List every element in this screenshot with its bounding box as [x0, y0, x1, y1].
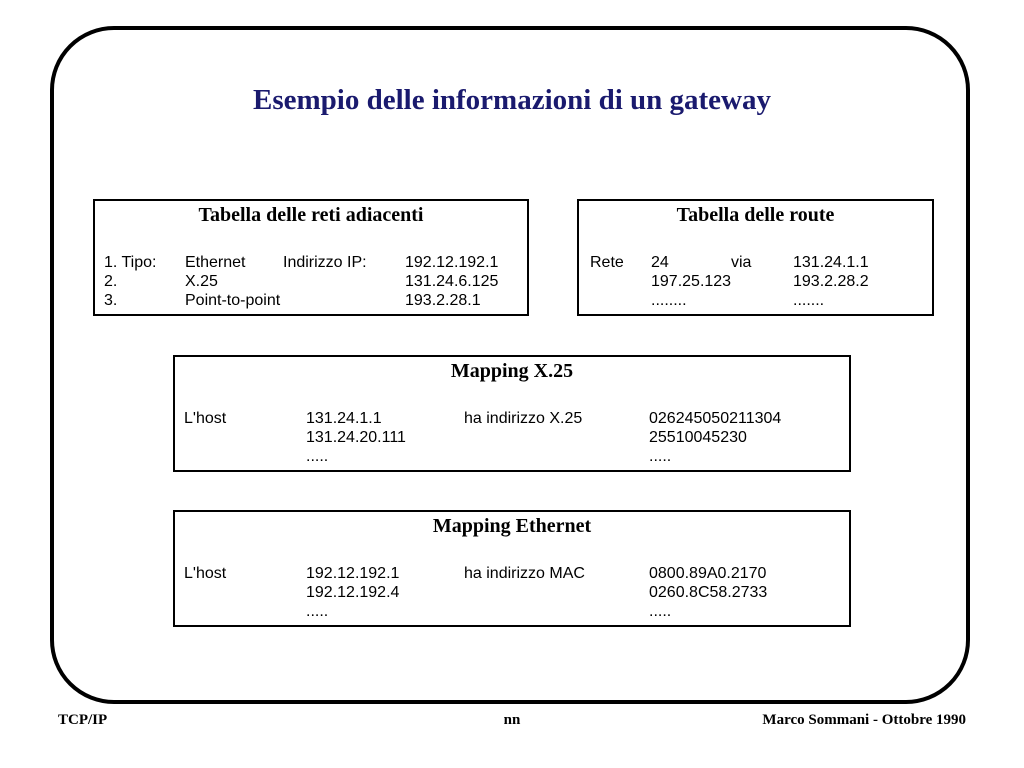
footer-left: TCP/IP	[58, 712, 108, 728]
network-type: Point-to-point	[185, 292, 281, 309]
network-type: Ethernet	[185, 254, 246, 271]
address-label: ha indirizzo MAC	[464, 565, 585, 582]
host-label: L'host	[184, 410, 227, 427]
x25-address: 25510045230	[649, 429, 747, 446]
host-ip: .....	[306, 448, 329, 465]
row-number: 1. Tipo:	[104, 254, 157, 271]
mac-address: .....	[649, 603, 672, 620]
network-type: X.25	[185, 273, 218, 290]
mapping-x25-table	[173, 355, 851, 472]
route-title: Tabella delle route	[676, 204, 835, 226]
host-ip: 131.24.1.1	[306, 410, 382, 427]
ip-address: 192.12.192.1	[405, 254, 499, 271]
route-gateway: 131.24.1.1	[793, 254, 869, 271]
host-ip: 192.12.192.4	[306, 584, 400, 601]
row-number: 2.	[104, 273, 118, 290]
mac-address: 0800.89A0.2170	[649, 565, 767, 582]
x25-address: .....	[649, 448, 672, 465]
host-ip: 131.24.20.111	[306, 429, 406, 446]
mapping-x25-title: Mapping X.25	[450, 360, 574, 382]
route-network: 24	[651, 254, 669, 271]
route-gateway: .......	[793, 292, 825, 309]
route-network: 197.25.123	[651, 273, 732, 290]
ip-address: 193.2.28.1	[405, 292, 481, 309]
slide-title: Esempio delle informazioni di un gateway	[253, 84, 771, 116]
row-number: 3.	[104, 292, 118, 309]
reti-adiacenti-table	[93, 199, 529, 316]
route-network: ........	[651, 292, 687, 309]
rete-label: Rete	[590, 254, 624, 271]
reti-adiacenti-title: Tabella delle reti adiacenti	[198, 204, 424, 226]
host-ip: .....	[306, 603, 329, 620]
ip-label: Indirizzo IP:	[283, 254, 367, 271]
via-label: via	[731, 254, 752, 271]
ip-address: 131.24.6.125	[405, 273, 499, 290]
footer-center: nn	[503, 712, 521, 728]
host-ip: 192.12.192.1	[306, 565, 400, 582]
mapping-ethernet-table	[173, 510, 851, 627]
address-label: ha indirizzo X.25	[464, 410, 583, 427]
host-label: L'host	[184, 565, 227, 582]
mac-address: 0260.8C58.2733	[649, 584, 768, 601]
mapping-ethernet-title: Mapping Ethernet	[432, 515, 592, 537]
footer-right: Marco Sommani - Ottobre 1990	[762, 712, 966, 728]
x25-address: 026245050211304	[649, 410, 782, 427]
route-table	[577, 199, 934, 316]
route-gateway: 193.2.28.2	[793, 273, 869, 290]
